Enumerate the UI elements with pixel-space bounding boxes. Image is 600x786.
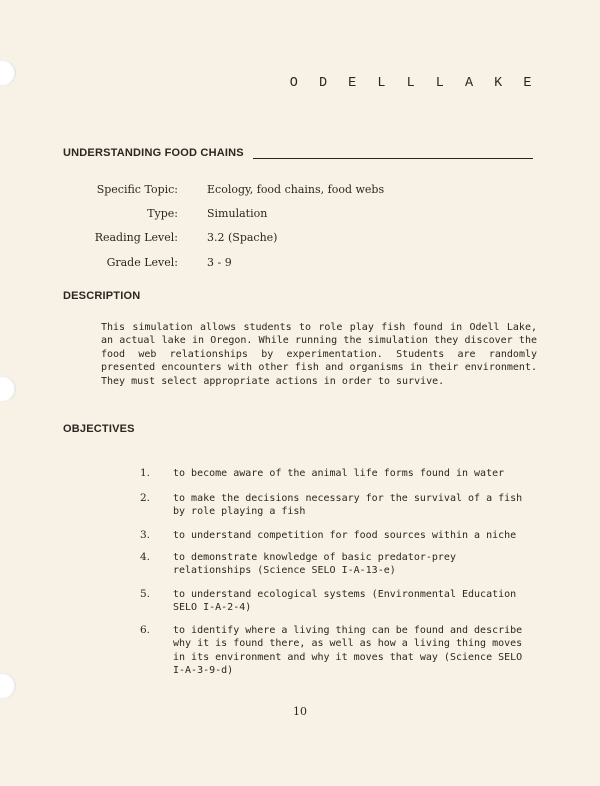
objective-number: 6.: [139, 624, 150, 636]
field-label-reading-level: Reading Level:: [94, 231, 178, 244]
field-value-reading-level: 3.2 (Spache): [207, 231, 278, 244]
field-label-grade-level: Grade Level:: [106, 256, 178, 269]
title-underline: [253, 158, 533, 159]
objective-number: 2.: [139, 492, 150, 504]
objectives-heading: OBJECTIVES: [63, 423, 135, 435]
binder-hole: [0, 673, 16, 699]
field-label-topic: Specific Topic:: [96, 183, 178, 196]
objective-number: 3.: [139, 529, 150, 541]
binder-hole: [0, 60, 16, 86]
binder-hole: [0, 376, 16, 402]
objective-text: to understand ecological systems (Environmental Education SELO I-A-2-4): [173, 589, 517, 614]
page-header-title: O D E L L L A K E: [289, 76, 538, 91]
objective-number: 4.: [139, 551, 150, 563]
objective-text: to identify where a living thing can be found and describe why it is found there, as well as how a living thing moves in its environment and why it moves that way (Science SELO I-A-3-9-d): [173, 625, 523, 677]
field-value-type: Simulation: [207, 207, 268, 220]
description-text: This simulation allows students to role play fish found in Odell Lake, an actual lake in Oregon. While running the simulation they discover the food web relationships by experimentation. Students are randomly presented encounters with other fish and organisms in their environment. They must select appropriate actions in order to survive.: [101, 322, 537, 387]
page-number: 10: [293, 705, 307, 718]
objective-text: to demonstrate knowledge of basic predator-prey relationships (Science SELO I-A-13-e): [173, 552, 456, 577]
objective-number: 1.: [139, 467, 150, 479]
objective-number: 5.: [139, 588, 150, 600]
field-label-type: Type:: [147, 207, 178, 220]
objective-text: to make the decisions necessary for the survival of a fish by role playing a fish: [173, 493, 523, 518]
field-value-grade-level: 3 - 9: [207, 256, 232, 269]
description-heading: DESCRIPTION: [63, 290, 141, 302]
section-title: UNDERSTANDING FOOD CHAINS: [63, 147, 244, 159]
objective-text: to become aware of the animal life forms found in water: [173, 468, 505, 479]
field-value-topic: Ecology, food chains, food webs: [207, 183, 385, 196]
objective-text: to understand competition for food sources within a niche: [173, 530, 517, 541]
